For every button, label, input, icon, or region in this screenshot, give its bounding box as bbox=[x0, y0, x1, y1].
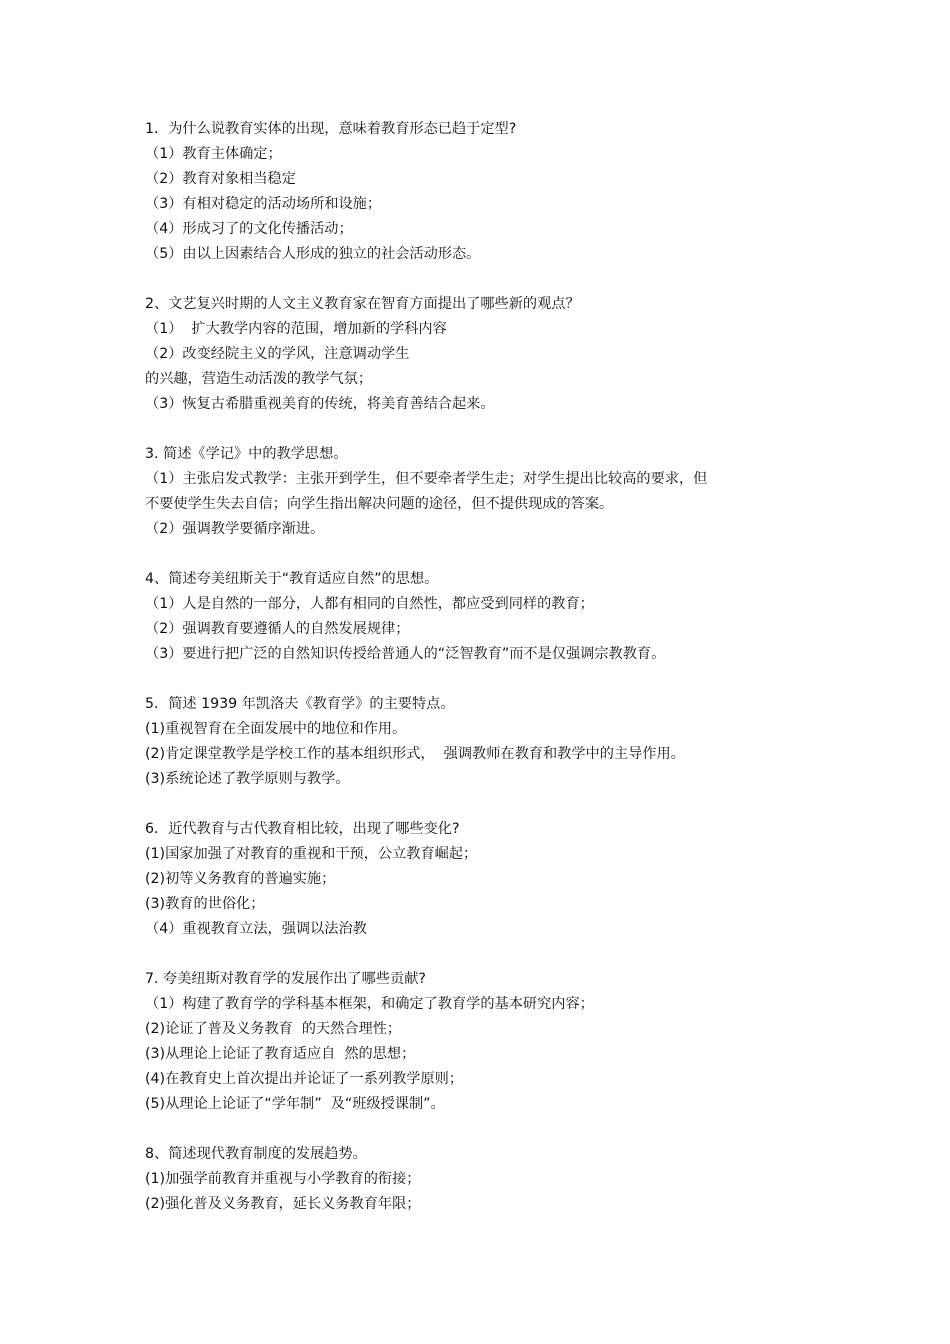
answer-line: (1)重视智育在全面发展中的地位和作用。 bbox=[145, 721, 407, 737]
answer-line: (4)在教育史上首次提出并论证了一系列教学原则； bbox=[145, 1071, 464, 1087]
answer-line: （3）有相对稳定的活动场所和设施； bbox=[145, 196, 382, 212]
answer-line: （5）由以上因素结合人形成的独立的社会活动形态。 bbox=[145, 246, 481, 262]
answer-line: (3)教育的世俗化； bbox=[145, 896, 265, 912]
question-1 bbox=[145, 117, 825, 267]
answer-line: （4）重视教育立法，强调以法治教 bbox=[145, 921, 367, 937]
answer-line: (3)从理论上论证了教育适应自 然的思想； bbox=[145, 1046, 416, 1062]
answer-line: （4）形成习了的文化传播活动； bbox=[145, 221, 353, 237]
answer-line: （1）主张启发式教学：主张开到学生，但不要牵者学生走；对学生提出比较高的要求，但 bbox=[145, 471, 708, 487]
answer-line: (2)强化普及义务教育，延长义务教育年限； bbox=[145, 1196, 421, 1212]
answer-line: (2)初等义务教育的普遍实施； bbox=[145, 871, 336, 887]
answer-line: （3）要进行把广泛的自然知识传授给普通人的“泛智教育”而不是仅强调宗教教育。 bbox=[145, 646, 666, 662]
answer-line: (5)从理论上论证了“学年制” 及“班级授课制”。 bbox=[145, 1096, 445, 1112]
question-6 bbox=[145, 817, 825, 942]
answer-line: （1） 扩大教学内容的范围，增加新的学科内容 bbox=[145, 321, 447, 337]
answer-line: 的兴趣，营造生动活泼的教学气氛； bbox=[145, 371, 373, 387]
question-title: 4、简述夸美纽斯关于“教育适应自然”的思想。 bbox=[145, 571, 439, 587]
question-title: 7. 夸美纽斯对教育学的发展作出了哪些贡献? bbox=[145, 971, 426, 987]
answer-line: （1）教育主体确定； bbox=[145, 146, 282, 162]
answer-line: (3)系统论述了教学原则与教学。 bbox=[145, 771, 350, 787]
question-title: 5．简述 1939 年凯洛夫《教育学》的主要特点。 bbox=[145, 696, 455, 712]
question-title: 2、文艺复兴时期的人文主义教育家在智育方面提出了哪些新的观点？ bbox=[145, 296, 580, 312]
question-5 bbox=[145, 692, 825, 792]
answer-line: 不要使学生失去自信；向学生指出解决问题的途径，但不提供现成的答案。 bbox=[145, 496, 614, 512]
question-7 bbox=[145, 967, 825, 1117]
answer-line: （1）构建了教育学的学科基本框架，和确定了教育学的基本研究内容； bbox=[145, 996, 594, 1012]
answer-line: （2）强调教育要遵循人的自然发展规律； bbox=[145, 621, 410, 637]
question-title: 6．近代教育与古代教育相比较，出现了哪些变化? bbox=[145, 821, 460, 837]
answer-line: (2)论证了普及义务教育 的天然合理性； bbox=[145, 1021, 402, 1037]
question-title: 8、简述现代教育制度的发展趋势。 bbox=[145, 1146, 367, 1162]
document-body bbox=[145, 117, 825, 1242]
answer-line: (2)肯定课堂教学是学校工作的基本组织形式， 强调教师在教育和教学中的主导作用。 bbox=[145, 746, 685, 762]
answer-line: （3）恢复古希腊重视美育的传统，将美育善结合起来。 bbox=[145, 396, 495, 412]
answer-line: (1)国家加强了对教育的重视和干预，公立教育崛起； bbox=[145, 846, 478, 862]
question-3 bbox=[145, 442, 825, 542]
question-2 bbox=[145, 292, 825, 417]
answer-line: (1)加强学前教育并重视与小学教育的衔接； bbox=[145, 1171, 421, 1187]
question-title: 1．为什么说教育实体的出现，意味着教育形态已趋于定型? bbox=[145, 121, 517, 137]
question-4 bbox=[145, 567, 825, 667]
answer-line: （1）人是自然的一部分，人都有相同的自然性，都应受到同样的教育； bbox=[145, 596, 594, 612]
answer-line: （2）改变经院主义的学风，注意调动学生 bbox=[145, 346, 410, 362]
answer-line: （2）教育对象相当稳定 bbox=[145, 171, 296, 187]
question-8 bbox=[145, 1142, 825, 1217]
answer-line: （2）强调教学要循序渐进。 bbox=[145, 521, 325, 537]
question-title: 3. 简述《学记》中的教学思想。 bbox=[145, 446, 348, 462]
